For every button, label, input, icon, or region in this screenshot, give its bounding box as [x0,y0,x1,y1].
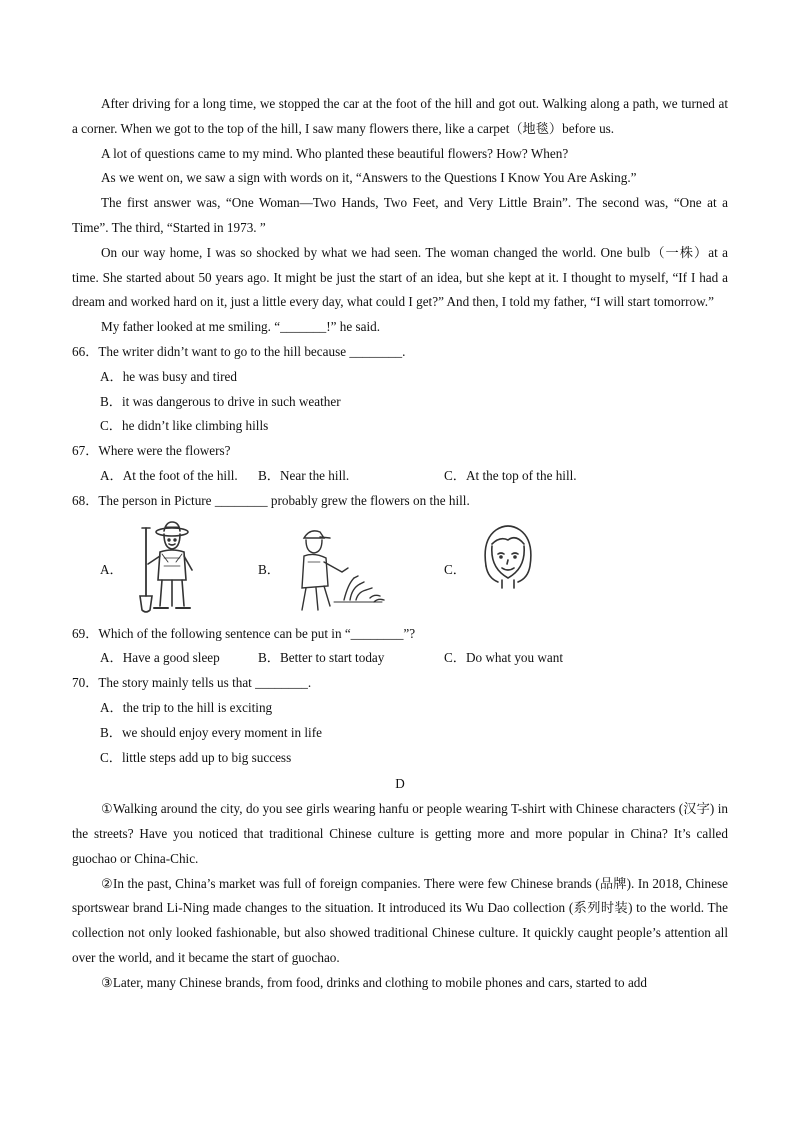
q70-option-a[interactable]: A．the trip to the hill is exciting [100,699,273,715]
q70-option-b[interactable]: B．we should enjoy every moment in life [100,724,322,740]
q69-option-a[interactable]: A．Have a good sleep [100,650,220,666]
q66-option-b[interactable]: B．it was dangerous to drive in such weather [100,393,341,409]
story-paragraph-4: The first answer was, “One Woman—Two Hands, Two Feet, and Very Little Brain”. The second was, “One at a Time”. The third, “Started in 1973. ” [72,195,728,235]
question-70: 70．The story mainly tells us that ________. [72,675,312,691]
story-paragraph-2: A lot of questions came to my mind. Who planted these beautiful flowers? How? When? [101,145,569,161]
question-69: 69．Which of the following sentence can be put in “________”? [72,625,416,641]
q66-option-a[interactable]: A．he was busy and tired [100,368,237,384]
q67-options [72,464,728,489]
story-paragraph-1: After driving for a long time, we stopped the car at the foot of the hill and got out. Walking along a path, we turned at a corner. When we got to the top of the hill, I saw many flowers there, like a carpet（地毯）before us. [72,96,728,136]
q68-option-a[interactable]: A． [100,561,123,577]
q69-option-b[interactable]: B．Better to start today [258,650,385,666]
story-paragraph-3: As we went on, we saw a sign with words on it, “Answers to the Questions I Know You Are Asking.” [101,170,637,186]
q66-option-c[interactable]: C．he didn’t like climbing hills [100,418,269,434]
girl-face-icon [478,522,538,592]
q69-options [72,646,728,671]
q69-option-c[interactable]: C．Do what you want [444,650,564,666]
story-paragraph-5: On our way home, I was so shocked by what we had seen. The woman changed the world. One bulb（一株）at a time. She started about 50 years ago. It might be just the start of an idea, but she kept at it. I thought to myself, “If I had a dream and worked hard on it, just a little every day, what could I get?” And then, I told my father, “I will start tomorrow.” [72,244,728,310]
section-d-paragraph-2: ②In the past, China’s market was full of foreign companies. There were few Chinese brands (品牌). In 2018, Chinese sportswear brand Li-Ning made changes to the situation. It introduced its Wu Dao collection (系列时装) to the world. The collection not only looked fashionable, but also showed traditional Chinese culture. It quickly caught people’s attention all over the world, and it became the start of guochao. [72,875,728,965]
question-68: 68．The person in Picture ________ probably grew the flowers on the hill. [72,492,470,508]
exam-page [72,92,728,996]
story-paragraph-6: My father looked at me smiling. “_______!” he said. [101,319,381,335]
q67-option-a[interactable]: A．At the foot of the hill. [100,467,238,483]
q67-option-c[interactable]: C．At the top of the hill. [444,467,577,483]
q70-option-c[interactable]: C．little steps add up to big success [100,749,292,765]
q68-pictures [72,518,728,618]
q67-option-b[interactable]: B．Near the hill. [258,467,350,483]
q68-option-c[interactable]: C． [444,561,466,577]
section-d-paragraph-1: ①Walking around the city, do you see girls wearing hanfu or people wearing T-shirt with Chinese characters (汉字) in the streets? Have you noticed that traditional Chinese culture is getting more and more popular in China? It’s called guochao or China-Chic. [72,801,728,866]
q68-option-b[interactable]: B． [258,561,280,577]
section-d-paragraph-3: ③Later, many Chinese brands, from food, drinks and clothing to mobile phones and cars, started to add [101,974,647,990]
question-67: 67．Where were the flowers? [72,443,231,459]
gardener-planting-icon [290,526,390,612]
section-d-heading: D [395,776,405,792]
question-66: 66．The writer didn’t want to go to the hill because ________. [72,343,406,359]
farmer-with-spade-icon [126,518,206,616]
